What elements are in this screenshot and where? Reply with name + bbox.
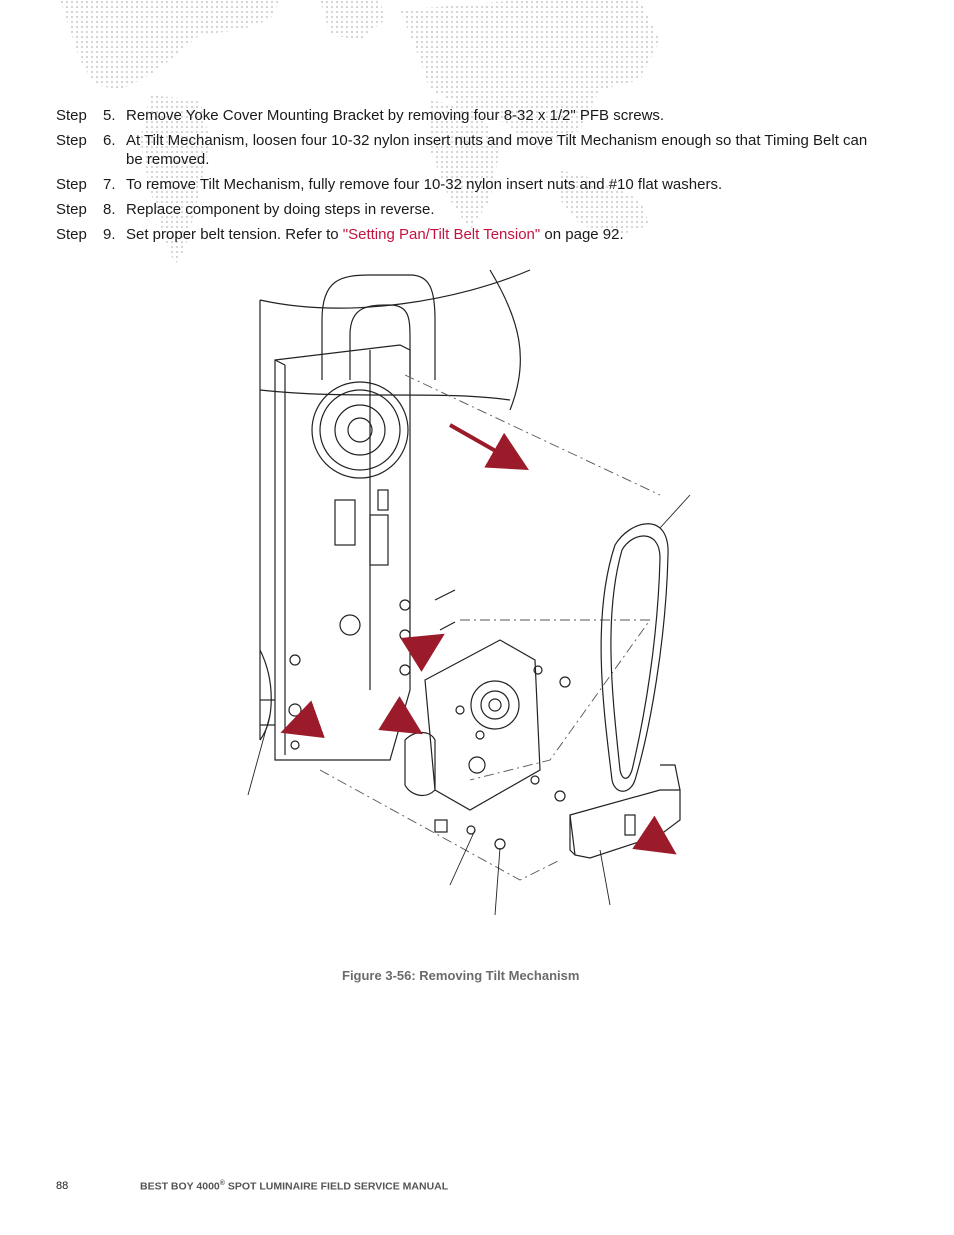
step-label: Step [56,107,87,124]
step-text: At Tilt Mechanism, loosen four 10-32 nylon insert nuts and move Tilt Mechanism enough so that Timing Belt can be removed. [126,132,868,168]
step-number: 7. [103,176,116,193]
timing-belt [601,524,668,792]
screws-nuts [260,590,570,849]
fixture-body [260,270,530,740]
step-text: Remove Yoke Cover Mounting Bracket by removing four 8-32 x 1/2" PFB screws. [126,107,665,124]
tilt-mechanism [405,640,540,832]
step-5 [56,106,886,125]
step-8 [56,200,886,219]
step-text: To remove Tilt Mechanism, fully remove four 10-32 nylon insert nuts and #10 flat washers. [126,176,723,193]
step-text [126,225,886,244]
step-label: Step [56,176,87,193]
step-text-before: Set proper belt tension. Refer to [126,226,343,243]
red-arrows [288,425,670,850]
step-text-after: on page 92. [540,226,624,243]
pulley-gear [312,382,408,478]
brackets [335,490,388,565]
step-text: Replace component by doing steps in reverse. [126,201,435,218]
step-number: 9. [103,226,116,243]
procedure-steps [56,106,886,250]
step-6 [56,131,886,169]
step-label: Step [56,132,87,149]
yoke-handle [322,275,435,380]
manual-title [140,1180,448,1193]
step-7 [56,175,886,194]
figure-caption: Figure 3-56: Removing Tilt Mechanism [342,968,580,983]
page-number: 88 [56,1180,69,1192]
cross-reference-link[interactable]: "Setting Pan/Tilt Belt Tension" [342,226,541,243]
manual-title-text: BEST BOY 4000 [140,1180,220,1193]
tilt-mechanism-diagram [230,260,700,920]
registered-mark: ® [219,1180,225,1187]
step-number: 6. [103,132,116,149]
arm-holes [289,600,410,749]
step-label: Step [56,226,87,243]
step-9 [56,225,886,244]
step-number: 5. [103,107,116,124]
step-number: 8. [103,201,116,218]
yoke-arm [275,345,410,760]
leader-lines [248,495,690,915]
step-label: Step [56,201,87,218]
manual-subtitle: SPOT LUMINAIRE FIELD SERVICE MANUAL [224,1180,449,1193]
